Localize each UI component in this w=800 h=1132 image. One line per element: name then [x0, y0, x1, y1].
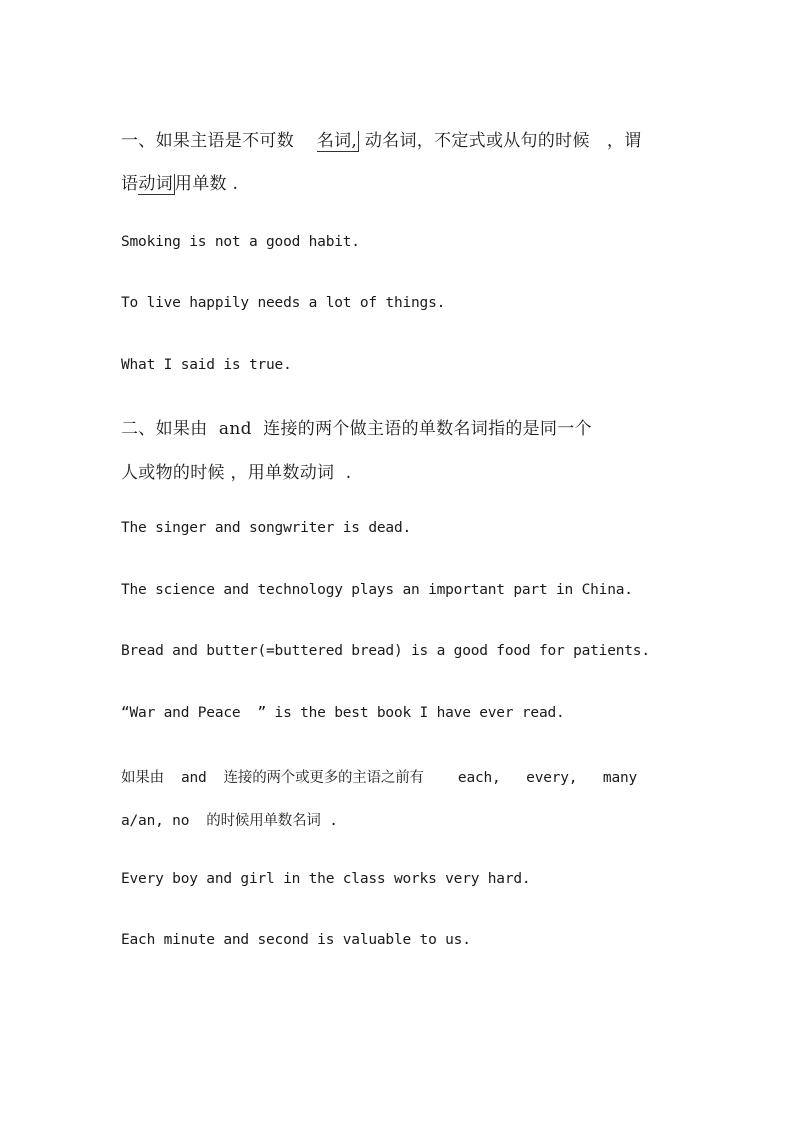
rule-1-line-2	[121, 169, 238, 194]
example-sentence: The singer and songwriter is dead.	[121, 520, 412, 536]
example-sentence: Each minute and second is valuable to us.	[121, 932, 471, 948]
rule-1-text-a: 一、如果主语是不可数	[121, 131, 317, 151]
rule-1-underlined-noun: 名词,	[316, 131, 358, 151]
rule-3-line-1: 如果由 and 连接的两个或更多的主语之前有 each, every, many	[121, 770, 638, 786]
example-sentence: What I said is true.	[121, 357, 292, 373]
rule-1-text-e: 用单数 .	[174, 174, 239, 194]
example-sentence: “War and Peace ” is the best book I have ever read.	[121, 705, 565, 721]
rule-3-line-2: a/an, no 的时候用单数名词 .	[121, 813, 338, 829]
example-sentence: Smoking is not a good habit.	[121, 234, 360, 250]
rule-1-text-c: 动名词，不定式或从句的时候 ，谓	[359, 131, 642, 151]
example-sentence: Every boy and girl in the class works very hard.	[121, 871, 531, 887]
rule-1-underlined-verb: 动词	[138, 174, 173, 194]
example-sentence: To live happily needs a lot of things.	[121, 295, 446, 311]
rule-1-text-d: 语	[121, 174, 139, 194]
rule-2-line-1: 二、如果由 and 连接的两个做主语的单数名词指的是同一个	[121, 419, 592, 439]
rule-2-line-2: 人或物的时候 ，用单数动词 .	[121, 463, 352, 483]
rule-1-line-1	[121, 126, 641, 151]
example-sentence: Bread and butter(=buttered bread) is a good food for patients.	[121, 643, 650, 659]
example-sentence: The science and technology plays an important part in China.	[121, 582, 633, 598]
